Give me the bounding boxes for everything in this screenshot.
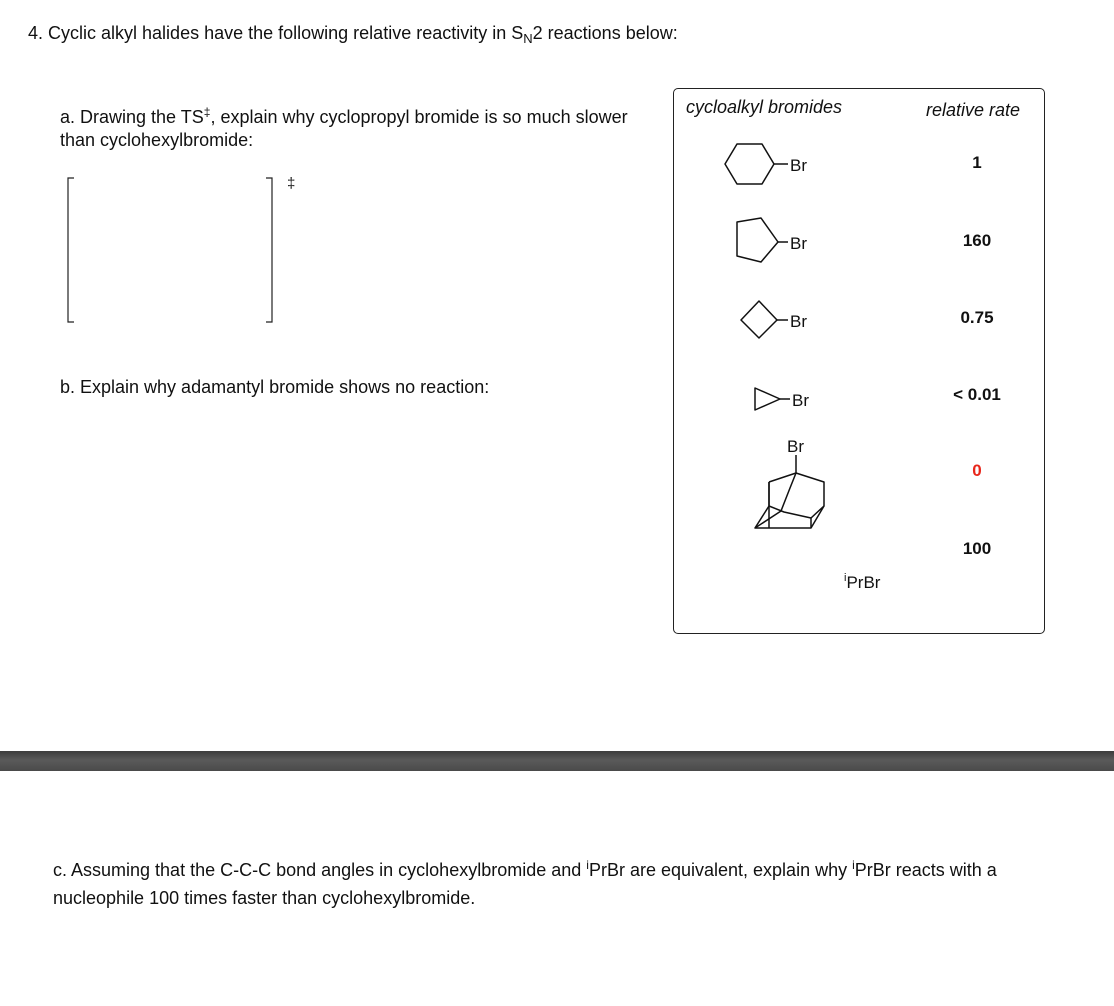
question-text: Cyclic alkyl halides have the following relative reactivity in $S_N2$ reactions below: <box>48 23 678 46</box>
rate-cyclopropyl: < 0.01 <box>953 385 1001 404</box>
br-label-cyclohexyl: Br <box>790 156 807 175</box>
br-label-adamantyl: Br <box>787 437 804 456</box>
rate-cyclobutyl: 0.75 <box>960 308 994 327</box>
cyclopentyl-ring <box>737 218 788 262</box>
cyclopropyl-ring <box>755 388 790 410</box>
question-title <box>28 23 678 46</box>
rate-adamantyl: 0 <box>972 461 982 480</box>
part-b-prompt: b. Explain why adamantyl bromide shows no reaction: <box>60 377 490 397</box>
left-bracket <box>68 178 74 322</box>
right-bracket <box>266 178 272 322</box>
double-dagger-mark: ‡ <box>287 175 296 192</box>
br-label-cyclopropyl: Br <box>792 391 809 410</box>
adamantyl-cage <box>755 455 824 528</box>
iprbr-label: $^i$PrBr <box>844 572 881 592</box>
question-number: 4. <box>28 23 44 43</box>
section-divider <box>0 751 1114 771</box>
rate-isopropyl: 100 <box>962 539 992 558</box>
br-label-cyclopentyl: Br <box>790 234 807 253</box>
br-label-cyclobutyl: Br <box>790 312 807 331</box>
rate-cyclopentyl: 160 <box>962 231 992 250</box>
part-a-prompt: a. Drawing the TS‡, explain why cyclopropyl bromide is so much slower than cyclohexylbromide: <box>60 105 628 150</box>
cyclobutyl-ring <box>741 301 788 338</box>
transition-state-bracket <box>60 168 320 328</box>
column-header-rate: relative rate <box>926 100 1021 120</box>
cyclohexyl-ring <box>725 144 788 184</box>
column-header-compounds: cycloalkyl bromides <box>686 97 843 117</box>
rate-cyclohexyl: 1 <box>972 153 982 172</box>
part-c-prompt: c. Assuming that the C-C-C bond angles in cyclohexylbromide and $^i$PrBr are equivalent, explain why $^i$PrBr reacts with a nucleophile 100 times faster than cyclohexylbromide. <box>53 858 997 908</box>
